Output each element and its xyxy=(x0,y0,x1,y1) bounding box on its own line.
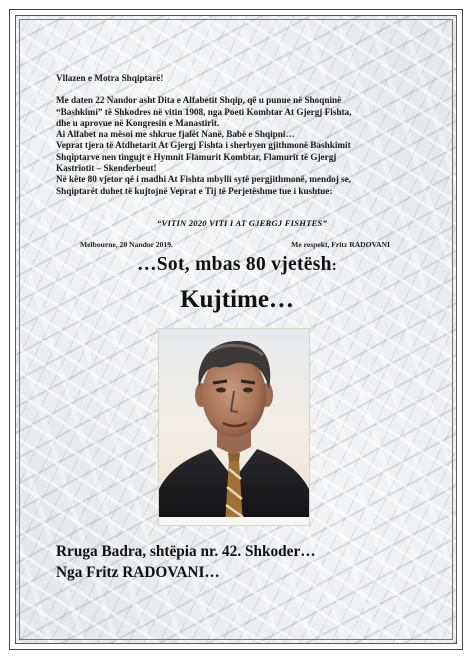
letter-line: dhe u aprovue në Kongresin e Manastirit. xyxy=(56,117,220,128)
letter-line: Kastriotit – Skenderbeut! xyxy=(56,163,157,174)
signature: Me respekt, Fritz RADOVANI xyxy=(291,240,390,249)
footer-author: Nga Fritz RADOVANI… xyxy=(56,564,220,581)
place-date: Melbourne, 20 Nandor 2019. xyxy=(80,240,173,249)
letter-line: Shqiptarve nen tingujt e Hymnit Flamurit Kombtar, Flamurit të Gjergj xyxy=(56,151,337,162)
letter-greeting: Vllazen e Motra Shqiptarë! xyxy=(56,73,164,83)
headline-text: …Sot, mbas 80 vjetësh xyxy=(136,254,332,275)
motto: “VITIN 2020 VITI I AT GJERGJ FISHTES” xyxy=(157,218,327,228)
letter-line: Me daten 22 Nandor asht Dita e Alfabetit Shqip, që u punue në Shoqninë xyxy=(56,95,342,106)
headline xyxy=(0,254,474,276)
letter-line: Veprat tjera të Atdhetarit At Gjergj Fishta i sherbyen gjithmonë Bashkimit xyxy=(56,140,351,151)
portrait-illustration xyxy=(159,329,309,525)
letter-line: Në këte 80 vjetor që i madhi At Fishta mbylli sytë pergjithmonë, mendoj se, xyxy=(56,174,352,185)
photo-caption-strip xyxy=(159,517,309,525)
letter-line: Ai Alfabet na mësoi me shkrue fjalët Nanë, Babë e Shqipni… xyxy=(56,129,295,140)
subheadline: Kujtime… xyxy=(180,286,294,313)
headline-colon: : xyxy=(331,258,338,274)
letter-line: Shqiptarët duhet të kujtojnë Veprat e Tij të Perjetëshme tue i kushtue: xyxy=(56,185,333,196)
portrait-photo xyxy=(158,328,310,526)
letter-line: “Bashkimi” të Shkodres në vitin 1908, nga Poeti Kombtar At Gjergj Fishta, xyxy=(56,106,352,117)
footer xyxy=(56,541,436,583)
letter-text xyxy=(56,73,428,197)
footer-address: Rruga Badra, shtëpia nr. 42. Shkoder… xyxy=(56,543,316,560)
